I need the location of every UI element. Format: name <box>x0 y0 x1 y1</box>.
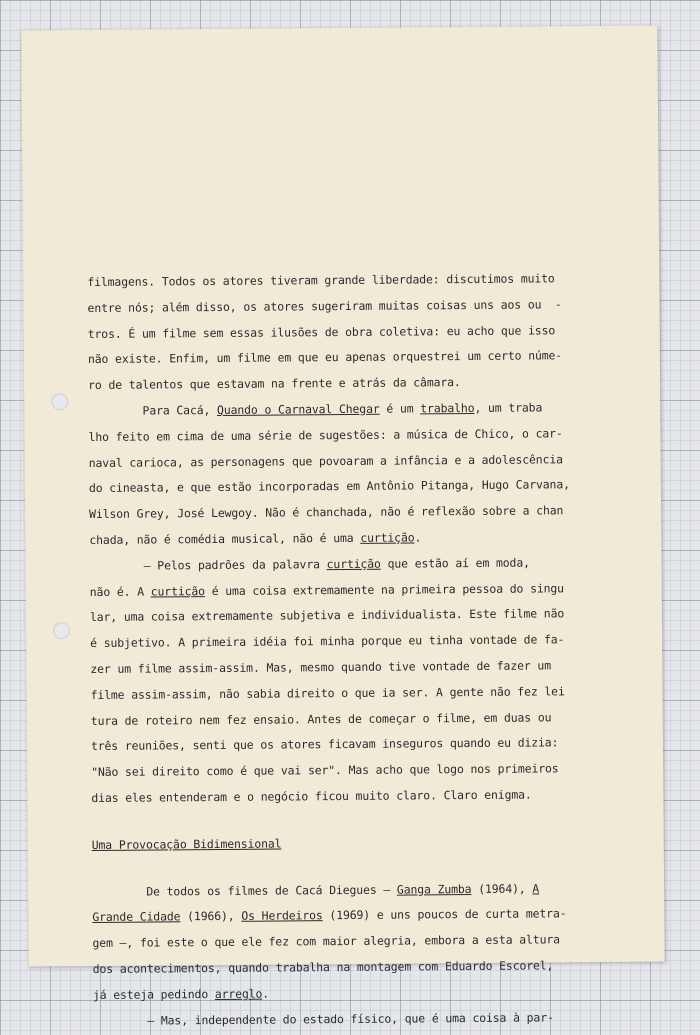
film-title-a-grande-cidade-start: A <box>532 881 540 896</box>
text-span: que estão aí em moda, <box>380 555 530 571</box>
text-line-cut-off: — Mas, independente do estado físico, que é uma coisa à par- <box>93 1009 554 1028</box>
text-line: entre nós; além disso, os atores sugeriram muitas coisas uns aos ou - <box>87 297 562 315</box>
text-span: (1964), <box>471 881 533 896</box>
text-line: do cineasta, e que estão incorporadas em Antônio Pitanga, Hugo Carvana, <box>88 477 570 496</box>
film-title-os-herdeiros: Os Herdeiros <box>241 908 323 924</box>
text-line: ro de talentos que estavam na frente e atrás da câmara. <box>88 375 461 393</box>
text-line: lho feito em cima de uma série de sugestões: a música de Chico, o car- <box>88 426 563 444</box>
paragraph-caca-trabalho <box>88 395 649 554</box>
punch-hole-bottom <box>53 622 70 639</box>
text-span: não é. A <box>89 584 151 599</box>
text-line: Wilson Grey, José Lewgoy. Não é chanchada, não é reflexão sobre a chan <box>89 503 564 522</box>
film-title-ganga-zumba: Ganga Zumba <box>396 881 472 897</box>
section-heading-text: Uma Provocação Bidimensional <box>91 836 282 852</box>
text-span: — Pelos padrões da palavra <box>89 556 327 573</box>
text-line: dias eles entenderam e o negócio ficou muito claro. Claro enigma. <box>91 787 532 805</box>
text-span: (1966), <box>180 909 242 924</box>
text-span: é uma coisa extremamente na primeira pessoa do singu <box>204 580 564 598</box>
text-line: tros. É um filme sem essas ilusões de obra coletiva: eu acho que isso <box>87 322 556 341</box>
text-line: "Não sei direito como é que vai ser". Mas acho que logo nos primeiros <box>91 761 559 780</box>
paragraph-quote-curticao <box>89 549 651 811</box>
underlined-word-trabalho: trabalho <box>420 400 475 416</box>
text-line: não existe. Enfim, um filme em que eu apenas orquestrei um certo núme- <box>87 348 563 367</box>
text-line: gem —, foi este o que ele fez com maior alegria, embora a esta altura <box>92 932 560 951</box>
text-span: . <box>414 530 422 545</box>
paragraph-todos-os-filmes <box>92 875 653 1008</box>
typewritten-page <box>21 26 664 1028</box>
paragraph-filmagens <box>87 266 648 399</box>
text-span: já esteja pedindo <box>92 986 215 1002</box>
underlined-word-curticao: curtição <box>326 556 381 571</box>
text-span: (1969) e uns poucos de curta metra- <box>322 906 567 923</box>
text-line: filme assim-assim, não sabia direito o que ia ser. A gente não fez lei <box>90 684 565 702</box>
text-line: é subjetivo. A primeira idéia foi minha porque eu tinha vontade de fa- <box>90 632 565 651</box>
text-line: filmagens. Todos os atores tiveram grande liberdade: discutimos muito <box>87 271 555 290</box>
film-title-quando-o-carnaval-chegar: Quando o Carnaval Chegar <box>216 401 380 417</box>
text-span: é um <box>379 401 421 416</box>
text-line: lar, uma coisa extremamente subjetiva e individualista. Este filme não <box>89 606 565 625</box>
film-title-a-grande-cidade-end: Grande Cidade <box>92 909 181 925</box>
text-span: . <box>262 986 270 1001</box>
underlined-word-curticao: curtição <box>150 583 205 599</box>
text-span: De todos os filmes de Cacá Diegues — <box>92 882 397 899</box>
underlined-word-curticao: curtição <box>360 530 415 545</box>
text-span: Para Cacá, <box>88 402 218 418</box>
text-line: naval carioca, as personagens que povoaram a infância e a adolescência <box>88 451 563 470</box>
page-body <box>87 266 653 1035</box>
text-span: chada, não é comédia musical, não é uma <box>89 530 361 547</box>
underlined-word-arreglo: arreglo <box>214 986 263 1001</box>
punch-hole-top <box>51 393 68 410</box>
text-line: dos acontecimentos, quando trabalha na montagem com Eduardo Escorel, <box>92 958 554 976</box>
text-line: três reuniões, senti que os atores ficavam inseguros quando eu dizia: <box>90 735 559 754</box>
text-span: , um traba <box>474 400 543 415</box>
text-line: zer um filme assim-assim. Mas, mesmo quando tive vontade de fazer um <box>90 658 552 676</box>
text-line: tura de roteiro nem fez ensaio. Antes de começar o filme, em duas ou <box>90 709 552 728</box>
